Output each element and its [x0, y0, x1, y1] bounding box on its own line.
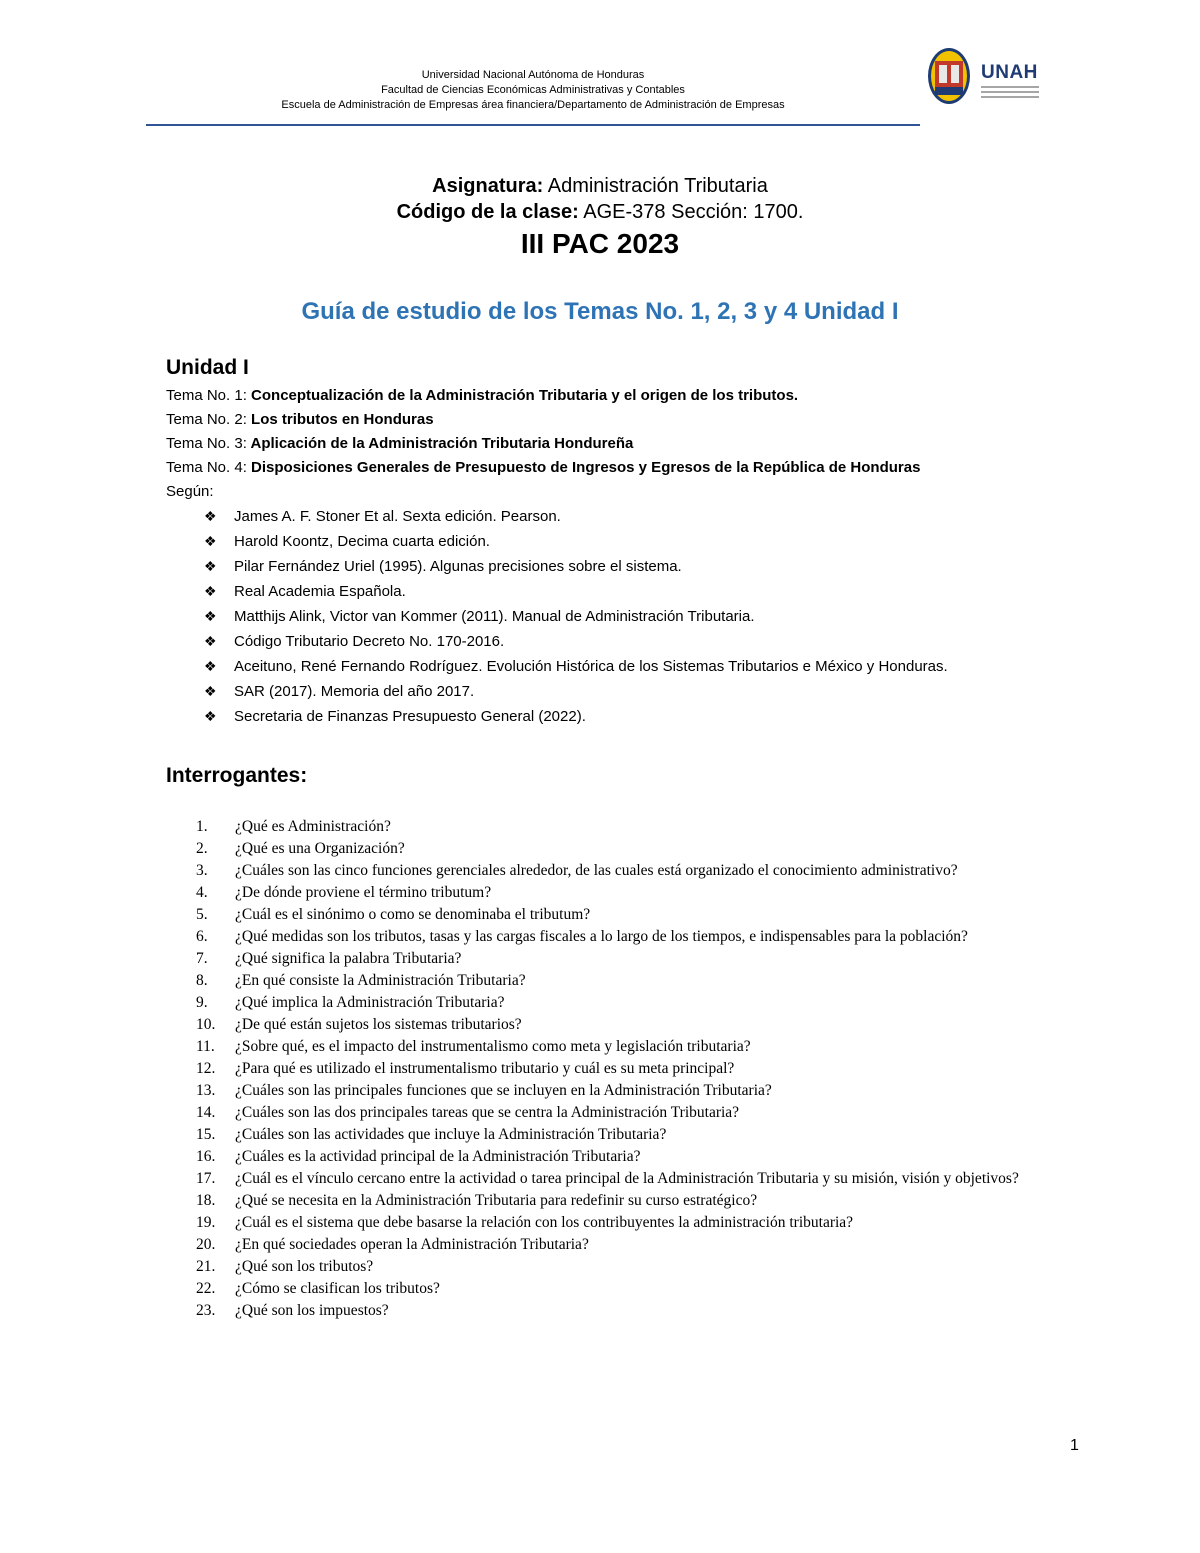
- question-item: 21. ¿Qué son los tributos?: [196, 1258, 374, 1275]
- subject-value: Administración Tributaria: [543, 175, 768, 197]
- question-item: 14. ¿Cuáles son las dos principales tareas que se centra la Administración Tributaria?: [196, 1104, 740, 1121]
- reference-item: ❖ Aceituno, René Fernando Rodríguez. Evolución Histórica de los Sistemas Tributarios e México y Honduras.: [204, 654, 948, 679]
- diamond-bullet-icon: ❖: [204, 708, 217, 724]
- header-divider: [146, 124, 920, 126]
- references-list: [204, 504, 948, 729]
- question-item: 8. ¿En qué consiste la Administración Tributaria?: [196, 972, 526, 989]
- reference-item: ❖ Real Academia Española.: [204, 579, 948, 604]
- topics-list: [166, 384, 920, 504]
- class-code-value: AGE-378 Sección: 1700.: [578, 201, 804, 223]
- reference-item: ❖ Pilar Fernández Uriel (1995). Algunas precisiones sobre el sistema.: [204, 554, 948, 579]
- questions-list: [196, 816, 1084, 1322]
- period-title: III PAC 2023: [520, 228, 680, 259]
- institution-header: [146, 68, 920, 113]
- diamond-bullet-icon: ❖: [204, 658, 217, 674]
- question-item: 4. ¿De dónde proviene el término tributum?: [196, 884, 492, 901]
- unah-seal-icon: [927, 47, 971, 105]
- diamond-bullet-icon: ❖: [204, 508, 217, 524]
- questions-heading: Interrogantes:: [166, 764, 308, 787]
- unah-logo-text: UNAH: [981, 62, 1038, 83]
- question-item: 2. ¿Qué es una Organización?: [196, 840, 405, 857]
- according-to-label: Según:: [166, 483, 214, 500]
- diamond-bullet-icon: ❖: [204, 633, 217, 649]
- topic-item: Tema No. 2: Los tributos en Honduras: [166, 411, 434, 428]
- faculty-name: Facultad de Ciencias Económicas Administrativas y Contables: [381, 84, 685, 96]
- diamond-bullet-icon: ❖: [204, 608, 217, 624]
- question-item: 16. ¿Cuáles es la actividad principal de la Administración Tributaria?: [196, 1148, 641, 1165]
- question-item: 11. ¿Sobre qué, es el impacto del instrumentalismo como meta y legislación tributaria?: [196, 1038, 751, 1055]
- question-item: 7. ¿Qué significa la palabra Tributaria?: [196, 950, 462, 967]
- reference-item: ❖ Secretaria de Finanzas Presupuesto General (2022).: [204, 704, 948, 729]
- school-name: Escuela de Administración de Empresas área financiera/Departamento de Administración de Empresas: [281, 99, 785, 111]
- guide-title: Guía de estudio de los Temas No. 1, 2, 3 y 4 Unidad I: [301, 298, 899, 325]
- university-name: Universidad Nacional Autónoma de Honduras: [421, 69, 645, 81]
- question-item: 6. ¿Qué medidas son los tributos, tasas y las cargas fiscales a lo largo de los tiempos, e indispensables para la población?: [196, 928, 968, 945]
- topic-item: Tema No. 4: Disposiciones Generales de Presupuesto de Ingresos y Egresos de la República de Honduras: [166, 459, 921, 476]
- question-item: 17. ¿Cuál es el vínculo cercano entre la actividad o tarea principal de la Administración Tributaria y su misión, visión y objetivos?: [196, 1170, 1019, 1187]
- question-item: 20. ¿En qué sociedades operan la Administración Tributaria?: [196, 1236, 589, 1253]
- question-item: 10. ¿De qué están sujetos los sistemas tributarios?: [196, 1016, 522, 1033]
- topic-item: Tema No. 1: Conceptualización de la Administración Tributaria y el origen de los tributos.: [166, 387, 799, 404]
- topic-item: Tema No. 3: Aplicación de la Administración Tributaria Hondureña: [166, 435, 634, 452]
- diamond-bullet-icon: ❖: [204, 558, 217, 574]
- question-item: 9. ¿Qué implica la Administración Tributaria?: [196, 994, 505, 1011]
- reference-item: ❖ SAR (2017). Memoria del año 2017.: [204, 679, 948, 704]
- class-code-label: Código de la clase:: [396, 201, 579, 223]
- subject-label: Asignatura:: [432, 175, 544, 197]
- question-item: 19. ¿Cuál es el sistema que debe basarse la relación con los contribuyentes la administración tributaria?: [196, 1214, 854, 1231]
- question-item: 18. ¿Qué se necesita en la Administración Tributaria para redefinir su curso estratégico?: [196, 1192, 758, 1209]
- question-item: 23. ¿Qué son los impuestos?: [196, 1302, 389, 1319]
- question-item: 3. ¿Cuáles son las cinco funciones gerenciales alrededor, de las cuales está organizado el conocimiento administrativo?: [196, 862, 958, 879]
- diamond-bullet-icon: ❖: [204, 683, 217, 699]
- reference-item: ❖ James A. F. Stoner Et al. Sexta edición. Pearson.: [204, 504, 948, 529]
- question-item: 5. ¿Cuál es el sinónimo o como se denominaba el tributum?: [196, 906, 591, 923]
- class-code-line: [0, 201, 1200, 224]
- reference-item: ❖ Harold Koontz, Decima cuarta edición.: [204, 529, 948, 554]
- question-item: 13. ¿Cuáles son las principales funciones que se incluyen en la Administración Tributaria?: [196, 1082, 772, 1099]
- diamond-bullet-icon: ❖: [204, 583, 217, 599]
- logo-tagline: [981, 86, 1039, 101]
- reference-item: ❖ Matthijs Alink, Victor van Kommer (2011). Manual de Administración Tributaria.: [204, 604, 948, 629]
- question-item: 12. ¿Para qué es utilizado el instrumentalismo tributario y cuál es su meta principal?: [196, 1060, 735, 1077]
- subject-line: [0, 175, 1200, 198]
- reference-item: ❖ Código Tributario Decreto No. 170-2016.: [204, 629, 948, 654]
- unit-heading: Unidad I: [166, 356, 249, 379]
- page-number: 1: [1070, 1437, 1079, 1454]
- question-item: 15. ¿Cuáles son las actividades que incluye la Administración Tributaria?: [196, 1126, 667, 1143]
- question-item: 1. ¿Qué es Administración?: [196, 818, 391, 835]
- question-item: 22. ¿Cómo se clasifican los tributos?: [196, 1280, 440, 1297]
- diamond-bullet-icon: ❖: [204, 533, 217, 549]
